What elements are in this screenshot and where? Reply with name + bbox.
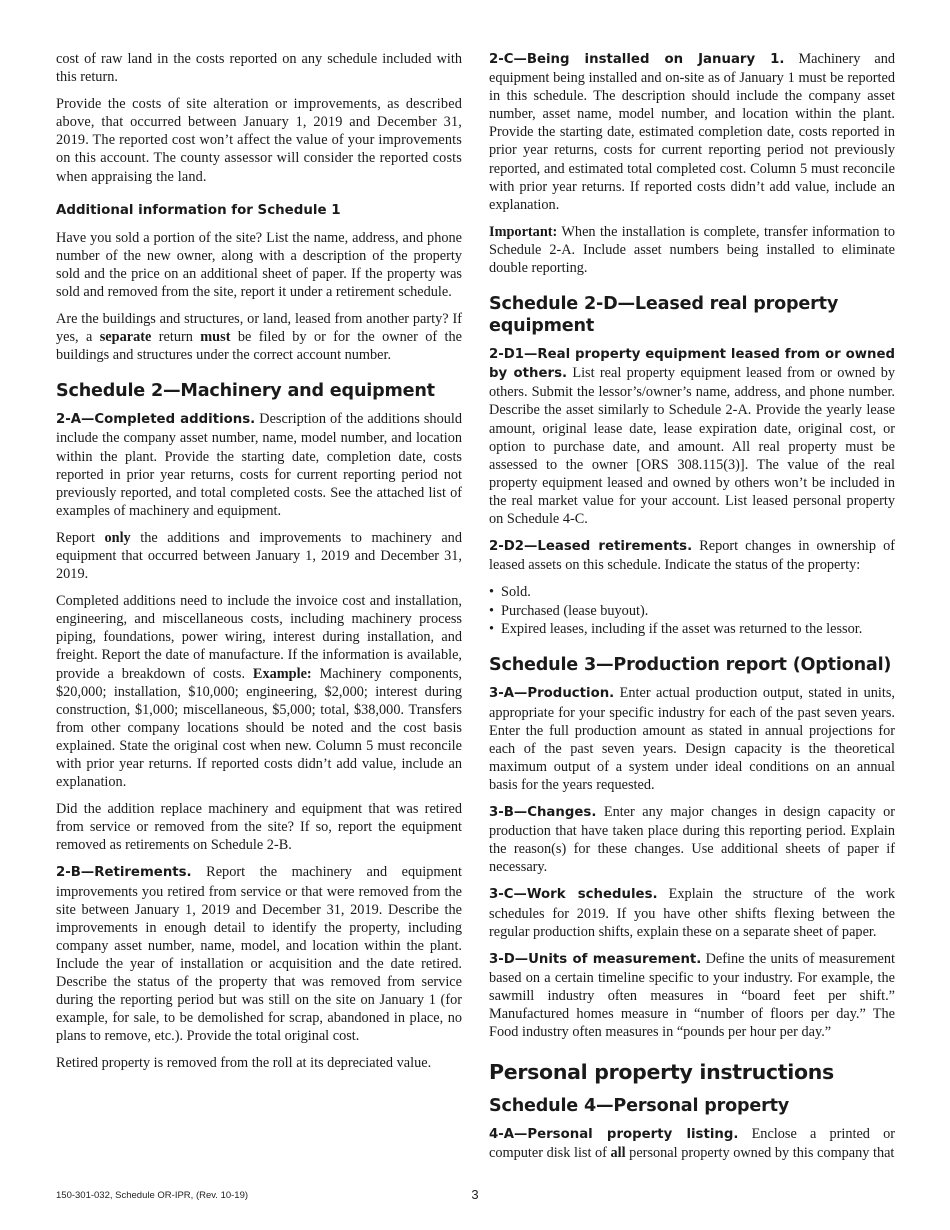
schedule-3a-paragraph: 3-A—Production. Enter actual production output, stated in units, appropriate for your specific industry for each of the past seven years. Enter the full production amount as stated in annual projections for each of the past seven years. Design capacity is the theoretical maximum output of a system under ideal conditions on an annual basis for the years requested. [489, 685, 895, 793]
paragraph: Completed additions need to include the invoice cost and installation, engineering, and miscellaneous costs, including machinery process piping, foundations, power wiring, interest during installation, and freight. Report the date of manufacture. If the information is available, provide a breakdown of costs. Example: Machinery components, $20,000; installation, $10,000; engineering, $2,000; interest during construction, $1,000; miscellaneous, $5,000; total, $38,000. Transfers from other company locations should be noted and the cost basis explained. State the original cost when new. Column 5 must reconcile with prior year returns. If reported costs didn’t add value, include an explanation. [56, 593, 462, 791]
schedule-4a-paragraph: 4-A—Personal property listing. Enclose a printed or computer disk list of all personal property owned by this company that [489, 1126, 896, 1162]
additional-info-heading: Additional information for Schedule 1 [56, 202, 341, 218]
paragraph: cost of raw land in the costs reported on any schedule included with this return. [56, 51, 462, 86]
right-column [489, 50, 895, 1171]
page-number: 3 [471, 1187, 479, 1202]
schedule-2a-paragraph: 2-A—Completed additions. Description of the additions should include the company asset number, name, model number, and location within the plant. Provide the starting date, completion date, costs reported in prior year returns, costs for current reporting period not previously reported, and total completed costs. See the attached list of examples of machinery and equipment. [56, 411, 462, 519]
form-id: 150-301-032, Schedule OR-IPR, (Rev. 10-19) [56, 1190, 249, 1201]
schedule-4-heading: Schedule 4—Personal property [489, 1096, 790, 1117]
list-item: • Expired leases, including if the asset was returned to the lessor. [489, 620, 895, 638]
schedule-2c-paragraph: 2-C—Being installed on January 1. Machinery and equipment being installed and on-site as of January 1 must be reported in this schedule. The description should include the company asset number, asset name, model number, and location within the plant. Provide the starting date, estimated completion date, costs reported in prior year returns, costs for current reporting period not previously reported, and estimated total completed cost. Column 5 must reconcile with prior year returns. If reported costs didn’t add value, include an explanation. [489, 51, 896, 213]
schedule-2d1-paragraph: 2-D1—Real property equipment leased from or owned by others. List real property equipment leased from or owned by others. Submit the lessor’s/owner’s name, address, and phone number. Describe the asset similarly to Schedule 2-A. Provide the yearly lease amount, original lease date, lease expiration date, original cost, or option to purchase date, and amount. All real property must be assessed to the owner [ORS 308.115(3)]. The value of the real property equipment leased and owned by others won’t be included in the real market value for your account. List leased personal property on Schedule 4-C. [489, 347, 895, 527]
paragraph: Did the addition replace machinery and equipment that was retired from service or removed from the site? If so, report the equipment removed as retirements on Schedule 2-B. [56, 801, 462, 854]
paragraph: Retired property is removed from the roll at its depreciated value. [56, 1055, 432, 1072]
paragraph: Are the buildings and structures, or land, leased from another party? If yes, a separate return must be filed by or for the owner of the buildings and structures under the correct account number. [56, 311, 462, 364]
paragraph: Report only the additions and improvements to machinery and equipment that occurred between January 1, 2019 and December 31, 2019. [56, 529, 462, 583]
important-note: Important: When the installation is complete, transfer information to Schedule 2-A. Include asset numbers being installed to eliminate double reporting. [489, 223, 895, 277]
list-item: • Sold. [489, 583, 895, 601]
schedule-2b-paragraph: 2-B—Retirements. Report the machinery and equipment improvements you retired from service or that were removed from the site between January 1, 2019 and December 31, 2019. Describe the improvements in enough detail to identify the property, including company asset number, name, model, and location within the plant. Include the year of installation or acquisition and the date retired. Describe the status of the property that was removed from service during the reporting period but was still on the site on January 1 (for example, for sale, to be demolished for scrap, abandoned in place, no plans to remove, etc.). Provide the total original cost. [56, 864, 462, 1045]
paragraph: Provide the costs of site alteration or improvements, as described above, that occurred between January 1, 2019 and December 31, 2019. The reported cost won’t affect the value of your improvements on this account. The county assessor will consider the reported costs when appraising the land. [56, 96, 462, 185]
schedule-2-heading: Schedule 2—Machinery and equipment [56, 381, 435, 402]
status-list [489, 583, 895, 638]
schedule-3-heading: Schedule 3—Production report (Optional) [489, 655, 892, 676]
left-column [56, 50, 462, 1082]
list-item: • Purchased (lease buyout). [489, 602, 895, 620]
schedule-2d2-paragraph: 2-D2—Leased retirements. Report changes in ownership of leased assets on this schedule. Indicate the status of the property: [489, 538, 895, 574]
paragraph: Have you sold a portion of the site? List the name, address, and phone number of the new owner, along with a description of the property sold and the price on an additional sheet of paper. If the property was sold and removed from the site, report it under a retirement schedule. [56, 229, 462, 300]
schedule-3b-paragraph: 3-B—Changes. Enter any major changes in design capacity or production that have taken place during this reporting period. Explain the reason(s) for these changes. Use additional sheets of paper if necessary. [489, 804, 895, 876]
personal-property-heading: Personal property instructions [489, 1060, 834, 1085]
schedule-2d-heading: Schedule 2-D—Leased real property equipment [489, 294, 839, 337]
schedule-3c-paragraph: 3-C—Work schedules. Explain the structure of the work schedules for 2019. If you have other shifts flexing between the regular production shifts, explain these on a separate sheet of paper. [489, 886, 895, 940]
schedule-3d-paragraph: 3-D—Units of measurement. Define the units of measurement based on a certain timeline specific to your industry. For example, the sawmill industry often measures in “board feet per shift.” Manufactured homes measure in “number of floors per day.” The Food industry often measures in “pounds per hour per day.” [489, 950, 895, 1041]
